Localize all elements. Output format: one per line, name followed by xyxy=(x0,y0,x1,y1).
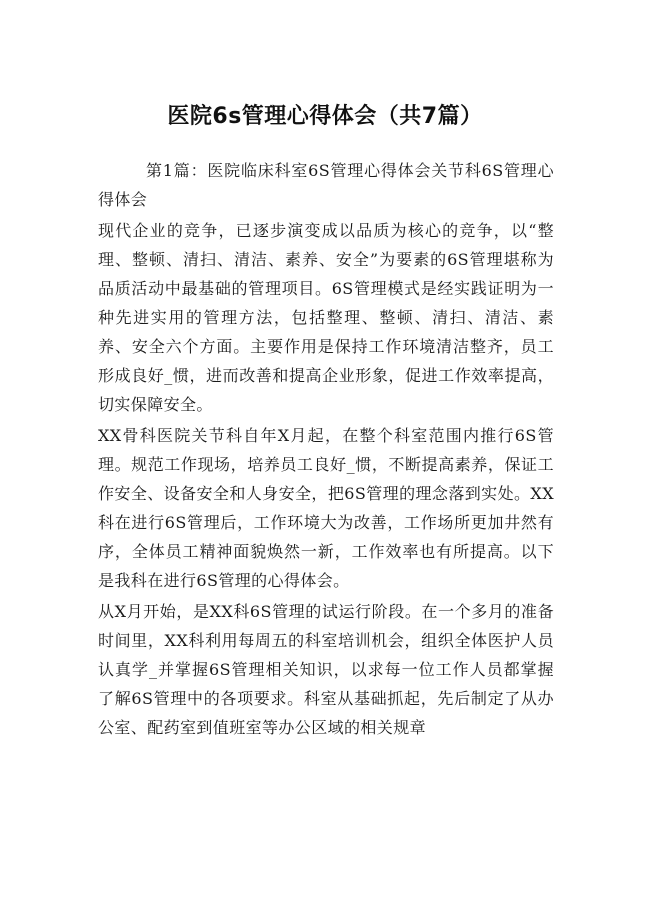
document-title: 医院6s管理心得体会（共7篇） xyxy=(167,104,483,129)
paragraph-intro: 现代企业的竞争，已逐步演变成以品质为核心的竞争，以“整理、整顿、清扫、清洁、素养、安全”为要素的6S管理堪称为品质活动中最基础的管理项目。6S管理模式是经实践证明为一种先进实用的管理方法，包括整理、整顿、清扫、清洁、素养、安全六个方面。主要作用是保持工作环境清洁整齐，员工形成良好_惯，进而改善和提高企业形象，促进工作效率提高，切实保障安全。 xyxy=(98,221,554,414)
paragraph-trial-phase: 从X月开始，是XX科6S管理的试运行阶段。在一个多月的准备时间里，XX科利用每周五的科室培训机会，组织全体医护人员认真学_并掌握6S管理相关知识，以求每一位工作人员都掌握了解6S管理中的各项要求。科室从基础抓起，先后制定了从办公室、配药室到值班室等办公区域的相关规章 xyxy=(98,602,554,737)
paragraph-department: XX骨科医院关节科自年X月起，在整个科室范围内推行6S管理。规范工作现场，培养员工良好_惯，不断提高素养，保证工作安全、设备安全和人身安全，把6S管理的理念落到实处。XX科在进行6S管理后，工作环境大为改善，工作场所更加井然有序，全体员工精神面貌焕然一新，工作效率也有所提高。以下是我科在进行6S管理的心得体会。 xyxy=(98,426,554,590)
paragraph-section-heading: 第1篇：医院临床科室6S管理心得体会关节科6S管理心得体会 xyxy=(98,161,554,209)
document-body xyxy=(98,156,554,742)
